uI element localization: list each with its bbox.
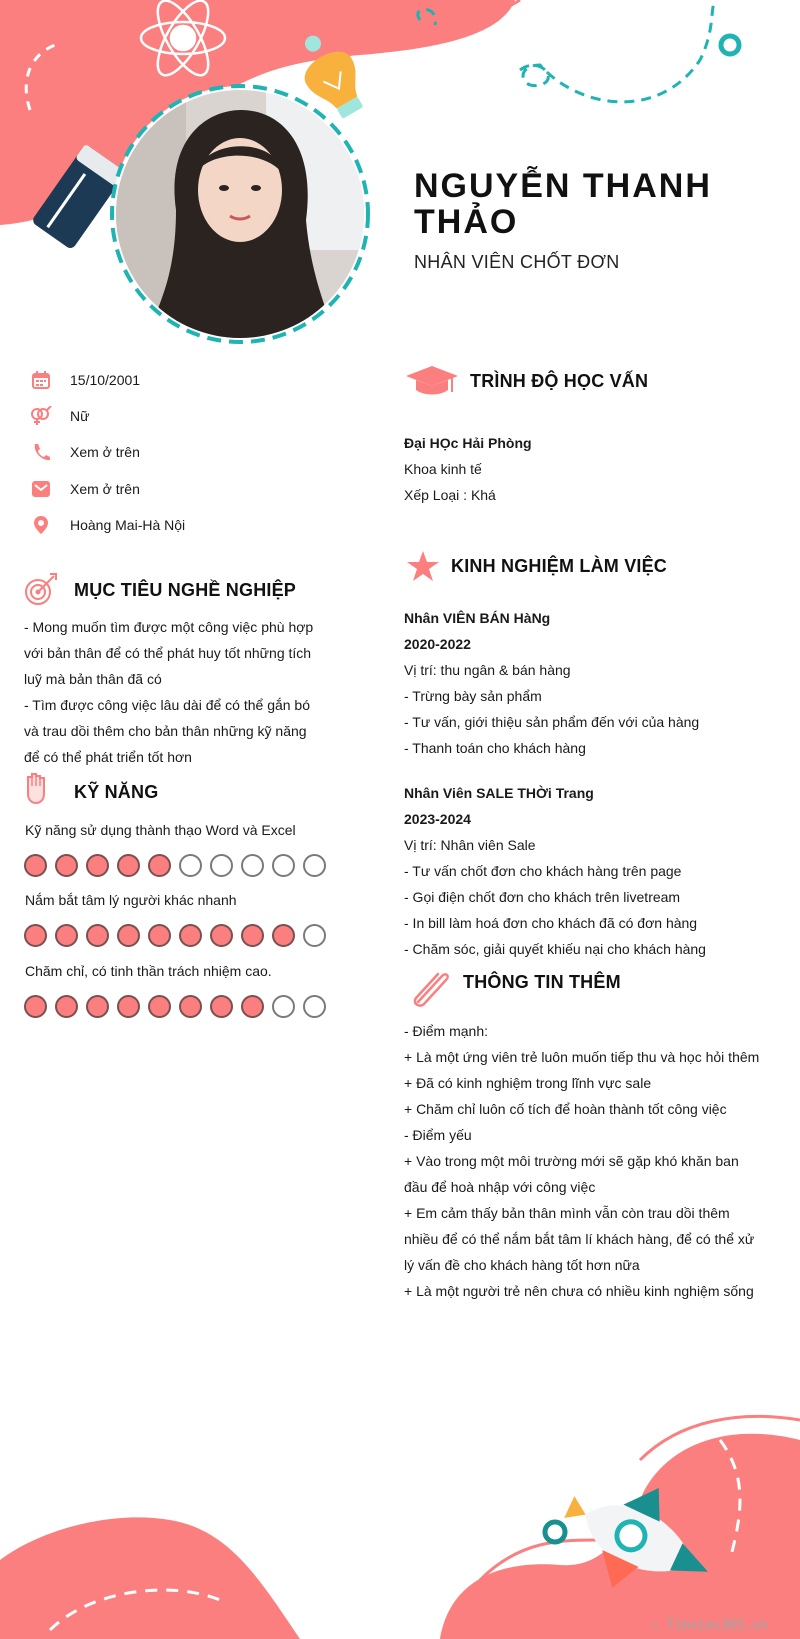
email-value: Xem ở trên xyxy=(70,481,140,497)
extra-text xyxy=(404,1018,760,1304)
calendar-icon xyxy=(30,369,52,391)
objective-text xyxy=(24,614,324,770)
rating-dot-empty xyxy=(272,995,295,1018)
objective-title: MỤC TIÊU NGHỀ NGHIỆP xyxy=(74,580,297,600)
rating-dot-empty xyxy=(303,995,326,1018)
rating-dot-empty xyxy=(179,854,202,877)
candidate-name: NGUYỄN THANH THẢO xyxy=(414,167,712,241)
info-gender xyxy=(30,404,89,428)
rating-dot-filled xyxy=(241,995,264,1018)
education-title: TRÌNH ĐỘ HỌC VẤN xyxy=(470,371,649,391)
email-icon xyxy=(30,478,52,500)
job-line: - Tư vấn, giới thiệu sản phẩm đến với của hàng xyxy=(404,714,700,730)
skill-rating xyxy=(24,854,326,877)
skill-label: Chăm chỉ, có tinh thần trách nhiệm cao. xyxy=(25,963,272,979)
experience-job xyxy=(404,605,699,761)
extra-line: - Điểm mạnh: xyxy=(404,1023,489,1039)
skill-label: Kỹ năng sử dụng thành thạo Word và Excel xyxy=(25,822,296,838)
rating-dot-filled xyxy=(24,854,47,877)
birthday-value: 15/10/2001 xyxy=(70,372,141,388)
extra-line: nhiều để có thể nắm bắt tâm lí khách hàng, để có thể xử xyxy=(404,1231,755,1247)
extra-line: + Là một ứng viên trẻ luôn muốn tiếp thu và học hỏi thêm xyxy=(404,1049,760,1065)
job-name: Nhân Viên SALE THỜi Trang xyxy=(404,785,594,801)
objective-line: và trau dồi thêm cho bản thân những kỹ năng xyxy=(24,723,307,739)
extra-line: + Vào trong một môi trường mới sẽ gặp khó khăn ban xyxy=(404,1153,739,1169)
job-line: - In bill làm hoá đơn cho khách đã có đơn hàng xyxy=(404,915,698,931)
rating-dot-filled xyxy=(210,995,233,1018)
skills-title: KỸ NĂNG xyxy=(74,782,159,802)
rating-dot-filled xyxy=(148,995,171,1018)
star-icon xyxy=(406,550,440,584)
rating-dot-filled xyxy=(55,854,78,877)
extra-line: + Em cảm thấy bản thân mình vẫn còn trau dồi thêm xyxy=(404,1205,730,1221)
rating-dot-filled xyxy=(148,854,171,877)
rating-dot-empty xyxy=(210,854,233,877)
skill-label: Nắm bắt tâm lý người khác nhanh xyxy=(25,892,237,908)
rating-dot-filled xyxy=(117,854,140,877)
paperclip-icon xyxy=(408,966,452,1008)
avatar xyxy=(116,90,364,338)
job-line: - Chăm sóc, giải quyết khiếu nại cho khách hàng xyxy=(404,941,706,957)
rating-dot-empty xyxy=(241,854,264,877)
job-title: NHÂN VIÊN CHỐT ĐƠN xyxy=(414,252,620,272)
rating-dot-filled xyxy=(24,924,47,947)
objective-line: luỹ mà bản thân đã có xyxy=(24,671,162,687)
hand-icon xyxy=(24,772,50,804)
job-period: 2020-2022 xyxy=(404,636,471,652)
job-line: - Gọi điện chốt đơn cho khách trên livetream xyxy=(404,889,681,905)
skill-rating xyxy=(24,924,326,947)
rating-dot-filled xyxy=(117,924,140,947)
rating-dot-filled xyxy=(55,995,78,1018)
job-line: - Thanh toán cho khách hàng xyxy=(404,740,586,756)
objective-line: - Mong muốn tìm được một công việc phù hợp xyxy=(24,619,314,635)
experience-job xyxy=(404,780,706,962)
job-line: - Trừng bày sản phẩm xyxy=(404,688,542,704)
rating-dot-filled xyxy=(86,854,109,877)
rating-dot-empty xyxy=(272,854,295,877)
phone-value: Xem ở trên xyxy=(70,444,140,460)
extra-line: đầu để hoà nhập với công việc xyxy=(404,1179,596,1195)
extra-line: + Đã có kinh nghiệm trong lĩnh vực sale xyxy=(404,1075,652,1091)
rating-dot-filled xyxy=(210,924,233,947)
job-name: Nhân VIÊN BÁN HàNg xyxy=(404,610,551,626)
info-birthday xyxy=(30,368,140,392)
objective-line: với bản thân để có thể phát huy tốt những tích xyxy=(24,645,312,661)
education-details xyxy=(404,430,532,508)
objective-line: để có thể phát triển tốt hơn xyxy=(24,749,192,765)
job-period: 2023-2024 xyxy=(404,811,471,827)
rating-dot-filled xyxy=(179,995,202,1018)
job-line: - Tư vấn chốt đơn cho khách hàng trên page xyxy=(404,863,682,879)
extra-line: - Điểm yếu xyxy=(404,1127,472,1143)
rating-dot-filled xyxy=(86,924,109,947)
rating-dot-filled xyxy=(272,924,295,947)
extra-title: THÔNG TIN THÊM xyxy=(463,972,621,992)
rating-dot-filled xyxy=(148,924,171,947)
grade: Xếp Loại : Khá xyxy=(404,487,496,503)
phone-icon xyxy=(30,441,52,463)
info-email xyxy=(30,477,140,501)
extra-line: lý vấn đề cho khách hàng tốt hơn nữa xyxy=(404,1257,640,1273)
school-name: Đại HỌc Hải Phòng xyxy=(404,435,532,451)
address-value: Hoàng Mai-Hà Nội xyxy=(70,517,186,533)
objective-line: - Tìm được công việc lâu dài để có thể gắn bó xyxy=(24,697,311,713)
extra-line: + Chăm chỉ luôn cố tích để hoàn thành tốt công việc xyxy=(404,1101,727,1117)
rating-dot-empty xyxy=(303,854,326,877)
graduation-cap-icon xyxy=(406,366,458,398)
job-line: Vị trí: Nhân viên Sale xyxy=(404,837,536,853)
info-phone xyxy=(30,440,140,464)
rating-dot-filled xyxy=(86,995,109,1018)
watermark: ∴ Timviec365.vn xyxy=(650,1618,768,1633)
faculty: Khoa kinh tế xyxy=(404,461,482,477)
gender-value: Nữ xyxy=(70,408,90,424)
experience-title: KINH NGHIỆM LÀM VIỆC xyxy=(451,556,668,576)
skill-rating xyxy=(24,995,326,1018)
rating-dot-filled xyxy=(55,924,78,947)
target-icon xyxy=(24,572,58,606)
rating-dot-empty xyxy=(303,924,326,947)
extra-line: + Là một người trẻ nên chưa có nhiều kinh nghiệm sống xyxy=(404,1283,754,1299)
job-line: Vị trí: thu ngân & bán hàng xyxy=(404,662,571,678)
location-pin-icon xyxy=(30,514,52,536)
gender-icon xyxy=(30,405,52,427)
info-address xyxy=(30,513,185,537)
rating-dot-filled xyxy=(24,995,47,1018)
rating-dot-filled xyxy=(117,995,140,1018)
rating-dot-filled xyxy=(179,924,202,947)
rating-dot-filled xyxy=(241,924,264,947)
